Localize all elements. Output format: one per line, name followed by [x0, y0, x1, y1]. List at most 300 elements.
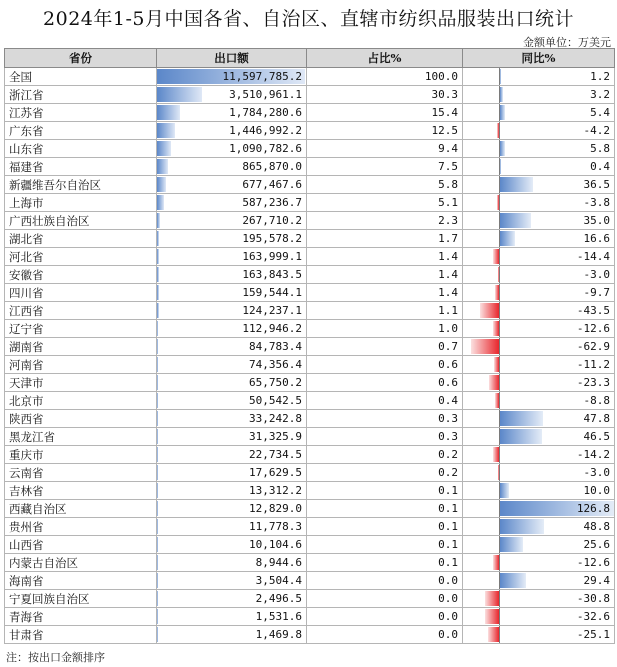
table-row — [5, 392, 615, 410]
yoy-value: -9.7 — [583, 286, 610, 299]
yoy-bar — [500, 231, 515, 246]
cell-yoy — [463, 248, 615, 266]
cell-export — [157, 518, 307, 536]
cell-yoy — [463, 374, 615, 392]
cell-province: 全国 — [5, 68, 157, 86]
yoy-value: 29.4 — [583, 574, 610, 587]
cell-export — [157, 176, 307, 194]
table-row — [5, 500, 615, 518]
yoy-zero-axis — [499, 266, 500, 283]
cell-yoy — [463, 482, 615, 500]
cell-yoy — [463, 464, 615, 482]
yoy-value: 48.8 — [583, 520, 610, 533]
yoy-zero-axis — [499, 536, 500, 553]
yoy-value: -62.9 — [576, 340, 610, 353]
yoy-zero-axis — [499, 86, 500, 103]
cell-province: 青海省 — [5, 608, 157, 626]
export-bar — [157, 465, 158, 480]
cell-province: 甘肃省 — [5, 626, 157, 644]
yoy-value: -14.4 — [576, 250, 610, 263]
cell-export — [157, 248, 307, 266]
yoy-bar — [500, 141, 505, 156]
export-value: 112,946.2 — [242, 322, 302, 335]
yoy-value: 25.6 — [583, 538, 610, 551]
export-value: 74,356.4 — [249, 358, 302, 371]
cell-export — [157, 392, 307, 410]
cell-yoy — [463, 302, 615, 320]
table-row — [5, 284, 615, 302]
cell-yoy — [463, 572, 615, 590]
table-row — [5, 104, 615, 122]
cell-province: 湖南省 — [5, 338, 157, 356]
export-value: 1,784,280.6 — [229, 106, 302, 119]
export-bar — [157, 519, 158, 534]
yoy-value: -3.8 — [583, 196, 610, 209]
cell-yoy — [463, 536, 615, 554]
table-row — [5, 464, 615, 482]
table-row — [5, 266, 615, 284]
cell-export — [157, 500, 307, 518]
cell-share: 5.1 — [307, 194, 463, 212]
yoy-bar — [480, 303, 499, 318]
cell-province: 上海市 — [5, 194, 157, 212]
table-row — [5, 68, 615, 86]
cell-share: 0.1 — [307, 518, 463, 536]
yoy-zero-axis — [499, 284, 500, 301]
table-row — [5, 410, 615, 428]
cell-share: 1.7 — [307, 230, 463, 248]
yoy-zero-axis — [499, 194, 500, 211]
cell-yoy — [463, 446, 615, 464]
export-value: 587,236.7 — [242, 196, 302, 209]
export-value: 163,843.5 — [242, 268, 302, 281]
yoy-zero-axis — [499, 590, 500, 607]
cell-yoy — [463, 176, 615, 194]
cell-yoy — [463, 140, 615, 158]
export-bar — [157, 249, 159, 264]
export-value: 11,597,785.2 — [222, 70, 302, 83]
cell-province: 浙江省 — [5, 86, 157, 104]
cell-province: 山西省 — [5, 536, 157, 554]
cell-share: 0.0 — [307, 572, 463, 590]
cell-export — [157, 428, 307, 446]
cell-yoy — [463, 194, 615, 212]
cell-export — [157, 536, 307, 554]
cell-export — [157, 86, 307, 104]
export-bar — [157, 123, 175, 138]
yoy-bar — [500, 429, 542, 444]
yoy-value: -12.6 — [576, 556, 610, 569]
cell-province: 重庆市 — [5, 446, 157, 464]
yoy-value: 5.8 — [590, 142, 610, 155]
cell-share: 0.2 — [307, 464, 463, 482]
cell-share: 0.6 — [307, 356, 463, 374]
cell-yoy — [463, 500, 615, 518]
yoy-value: 0.4 — [590, 160, 610, 173]
yoy-zero-axis — [499, 446, 500, 463]
cell-share: 0.6 — [307, 374, 463, 392]
yoy-value: -30.8 — [576, 592, 610, 605]
export-bar — [157, 591, 158, 606]
table-row — [5, 176, 615, 194]
cell-yoy — [463, 212, 615, 230]
cell-export — [157, 590, 307, 608]
cell-yoy — [463, 392, 615, 410]
cell-province: 河南省 — [5, 356, 157, 374]
yoy-zero-axis — [499, 176, 500, 193]
yoy-zero-axis — [499, 122, 500, 139]
export-value: 1,531.6 — [255, 610, 302, 623]
export-bar — [157, 159, 168, 174]
export-bar — [157, 609, 158, 624]
yoy-zero-axis — [499, 338, 500, 355]
yoy-bar — [500, 519, 544, 534]
cell-export — [157, 158, 307, 176]
cell-share: 12.5 — [307, 122, 463, 140]
yoy-zero-axis — [499, 518, 500, 535]
yoy-zero-axis — [499, 392, 500, 409]
yoy-zero-axis — [499, 374, 500, 391]
cell-share: 0.0 — [307, 590, 463, 608]
yoy-bar — [485, 591, 499, 606]
export-bar — [157, 357, 158, 372]
table-row — [5, 338, 615, 356]
table-row — [5, 554, 615, 572]
yoy-value: -12.6 — [576, 322, 610, 335]
cell-export — [157, 68, 307, 86]
table-row — [5, 86, 615, 104]
table-row — [5, 482, 615, 500]
cell-share: 0.0 — [307, 608, 463, 626]
cell-province: 吉林省 — [5, 482, 157, 500]
yoy-value: -8.8 — [583, 394, 610, 407]
cell-share: 1.4 — [307, 284, 463, 302]
table-row — [5, 320, 615, 338]
cell-export — [157, 554, 307, 572]
cell-province: 江苏省 — [5, 104, 157, 122]
export-value: 3,504.4 — [255, 574, 302, 587]
cell-export — [157, 302, 307, 320]
table-row — [5, 194, 615, 212]
yoy-value: -3.0 — [583, 268, 610, 281]
table-row — [5, 356, 615, 374]
yoy-value: -32.6 — [576, 610, 610, 623]
yoy-zero-axis — [499, 212, 500, 229]
table-row — [5, 536, 615, 554]
export-table — [4, 48, 615, 644]
cell-yoy — [463, 230, 615, 248]
export-value: 159,544.1 — [242, 286, 302, 299]
cell-export — [157, 104, 307, 122]
cell-province: 北京市 — [5, 392, 157, 410]
table-row — [5, 248, 615, 266]
export-bar — [157, 87, 202, 102]
table-row — [5, 446, 615, 464]
export-bar — [157, 627, 158, 642]
cell-province: 湖北省 — [5, 230, 157, 248]
header-share: 占比% — [307, 49, 463, 68]
yoy-bar — [500, 159, 501, 174]
cell-export — [157, 446, 307, 464]
cell-export — [157, 212, 307, 230]
cell-province: 陕西省 — [5, 410, 157, 428]
yoy-bar — [471, 339, 499, 354]
cell-export — [157, 482, 307, 500]
export-bar — [157, 447, 158, 462]
cell-export — [157, 122, 307, 140]
export-value: 17,629.5 — [249, 466, 302, 479]
export-bar — [157, 375, 158, 390]
cell-export — [157, 374, 307, 392]
yoy-zero-axis — [499, 464, 500, 481]
cell-yoy — [463, 68, 615, 86]
cell-yoy — [463, 590, 615, 608]
cell-province: 广东省 — [5, 122, 157, 140]
yoy-zero-axis — [499, 500, 500, 517]
export-value: 22,734.5 — [249, 448, 302, 461]
export-bar — [157, 321, 158, 336]
export-bar — [157, 267, 159, 282]
cell-share: 0.1 — [307, 554, 463, 572]
table-row — [5, 518, 615, 536]
yoy-value: 126.8 — [576, 502, 610, 515]
table-row — [5, 158, 615, 176]
export-bar — [157, 573, 158, 588]
cell-export — [157, 140, 307, 158]
cell-yoy — [463, 266, 615, 284]
yoy-value: -4.2 — [583, 124, 610, 137]
cell-export — [157, 194, 307, 212]
yoy-value: -43.5 — [576, 304, 610, 317]
cell-yoy — [463, 554, 615, 572]
cell-province: 黑龙江省 — [5, 428, 157, 446]
cell-province: 江西省 — [5, 302, 157, 320]
yoy-bar — [485, 609, 499, 624]
cell-province: 云南省 — [5, 464, 157, 482]
table-row — [5, 608, 615, 626]
export-bar — [157, 483, 158, 498]
export-value: 677,467.6 — [242, 178, 302, 191]
cell-yoy — [463, 518, 615, 536]
cell-share: 1.1 — [307, 302, 463, 320]
cell-province: 辽宁省 — [5, 320, 157, 338]
yoy-value: -25.1 — [576, 628, 610, 641]
export-value: 2,496.5 — [255, 592, 302, 605]
export-value: 31,325.9 — [249, 430, 302, 443]
yoy-value: 35.0 — [583, 214, 610, 227]
export-bar — [157, 195, 164, 210]
cell-share: 100.0 — [307, 68, 463, 86]
cell-share: 30.3 — [307, 86, 463, 104]
cell-share: 0.1 — [307, 536, 463, 554]
cell-yoy — [463, 428, 615, 446]
yoy-zero-axis — [499, 608, 500, 625]
cell-province: 广西壮族自治区 — [5, 212, 157, 230]
yoy-value: -3.0 — [583, 466, 610, 479]
cell-share: 5.8 — [307, 176, 463, 194]
cell-share: 0.2 — [307, 446, 463, 464]
cell-province: 四川省 — [5, 284, 157, 302]
cell-yoy — [463, 320, 615, 338]
table-row — [5, 140, 615, 158]
yoy-zero-axis — [499, 158, 500, 175]
cell-share: 0.7 — [307, 338, 463, 356]
cell-export — [157, 356, 307, 374]
yoy-value: -11.2 — [576, 358, 610, 371]
export-value: 1,469.8 — [255, 628, 302, 641]
yoy-value: -14.2 — [576, 448, 610, 461]
cell-province: 安徽省 — [5, 266, 157, 284]
cell-export — [157, 626, 307, 644]
yoy-zero-axis — [499, 410, 500, 427]
cell-share: 0.3 — [307, 428, 463, 446]
cell-export — [157, 266, 307, 284]
yoy-bar — [489, 375, 499, 390]
export-value: 33,242.8 — [249, 412, 302, 425]
yoy-zero-axis — [499, 554, 500, 571]
cell-share: 1.0 — [307, 320, 463, 338]
export-bar — [157, 411, 158, 426]
yoy-zero-axis — [499, 302, 500, 319]
cell-province: 内蒙古自治区 — [5, 554, 157, 572]
header-province: 省份 — [5, 49, 157, 68]
table-row — [5, 374, 615, 392]
cell-share: 1.4 — [307, 248, 463, 266]
yoy-bar — [488, 627, 499, 642]
export-bar — [157, 105, 180, 120]
table-row — [5, 302, 615, 320]
yoy-zero-axis — [499, 356, 500, 373]
cell-yoy — [463, 104, 615, 122]
yoy-value: 5.4 — [590, 106, 610, 119]
cell-province: 天津市 — [5, 374, 157, 392]
header-row — [5, 49, 615, 68]
cell-share: 9.4 — [307, 140, 463, 158]
cell-province: 福建省 — [5, 158, 157, 176]
yoy-zero-axis — [499, 428, 500, 445]
table-body — [5, 68, 615, 644]
yoy-value: 3.2 — [590, 88, 610, 101]
cell-province: 海南省 — [5, 572, 157, 590]
table-row — [5, 230, 615, 248]
export-value: 163,999.1 — [242, 250, 302, 263]
cell-export — [157, 410, 307, 428]
yoy-zero-axis — [499, 68, 500, 85]
cell-province: 贵州省 — [5, 518, 157, 536]
cell-export — [157, 464, 307, 482]
cell-yoy — [463, 410, 615, 428]
yoy-bar — [500, 411, 543, 426]
yoy-bar — [500, 537, 523, 552]
cell-export — [157, 230, 307, 248]
header-yoy: 同比% — [463, 49, 615, 68]
cell-yoy — [463, 284, 615, 302]
cell-yoy — [463, 626, 615, 644]
export-value: 195,578.2 — [242, 232, 302, 245]
yoy-bar — [500, 573, 526, 588]
yoy-zero-axis — [499, 626, 500, 643]
export-value: 10,104.6 — [249, 538, 302, 551]
export-value: 3,510,961.1 — [229, 88, 302, 101]
table-row — [5, 122, 615, 140]
yoy-zero-axis — [499, 248, 500, 265]
export-bar — [157, 393, 158, 408]
export-bar — [157, 231, 159, 246]
yoy-value: 47.8 — [583, 412, 610, 425]
export-value: 11,778.3 — [249, 520, 302, 533]
export-bar — [157, 429, 158, 444]
yoy-bar — [500, 69, 501, 84]
export-bar — [157, 141, 171, 156]
export-bar — [157, 537, 158, 552]
export-bar — [157, 555, 158, 570]
cell-export — [157, 608, 307, 626]
cell-share: 2.3 — [307, 212, 463, 230]
export-value: 267,710.2 — [242, 214, 302, 227]
yoy-bar — [500, 483, 509, 498]
export-bar — [157, 285, 159, 300]
cell-share: 7.5 — [307, 158, 463, 176]
yoy-zero-axis — [499, 482, 500, 499]
yoy-bar — [500, 213, 531, 228]
header-export: 出口额 — [157, 49, 307, 68]
export-bar — [157, 177, 166, 192]
page-title: 2024年1-5月中国各省、自治区、直辖市纺织品服装出口统计 — [43, 8, 574, 30]
yoy-value: 36.5 — [583, 178, 610, 191]
cell-province: 新疆维吾尔自治区 — [5, 176, 157, 194]
export-bar — [157, 339, 158, 354]
yoy-bar — [500, 177, 533, 192]
table-row — [5, 590, 615, 608]
yoy-value: 1.2 — [590, 70, 610, 83]
export-bar — [157, 501, 158, 516]
cell-province: 河北省 — [5, 248, 157, 266]
table-row — [5, 572, 615, 590]
yoy-zero-axis — [499, 230, 500, 247]
export-value: 65,750.2 — [249, 376, 302, 389]
cell-export — [157, 320, 307, 338]
export-value: 84,783.4 — [249, 340, 302, 353]
yoy-zero-axis — [499, 140, 500, 157]
cell-yoy — [463, 158, 615, 176]
cell-share: 0.3 — [307, 410, 463, 428]
cell-share: 15.4 — [307, 104, 463, 122]
yoy-bar — [500, 105, 505, 120]
table-row — [5, 428, 615, 446]
unit-label: 金额单位：万美元 — [523, 36, 611, 49]
yoy-zero-axis — [499, 320, 500, 337]
yoy-value: 16.6 — [583, 232, 610, 245]
cell-province: 西藏自治区 — [5, 500, 157, 518]
export-value: 50,542.5 — [249, 394, 302, 407]
cell-share: 0.1 — [307, 482, 463, 500]
cell-yoy — [463, 338, 615, 356]
cell-export — [157, 572, 307, 590]
cell-yoy — [463, 122, 615, 140]
yoy-value: 46.5 — [583, 430, 610, 443]
cell-yoy — [463, 356, 615, 374]
cell-share: 0.1 — [307, 500, 463, 518]
export-bar — [157, 303, 159, 318]
yoy-value: 10.0 — [583, 484, 610, 497]
export-value: 1,446,992.2 — [229, 124, 302, 137]
export-bar — [157, 213, 160, 228]
export-value: 124,237.1 — [242, 304, 302, 317]
yoy-value: -23.3 — [576, 376, 610, 389]
cell-share: 1.4 — [307, 266, 463, 284]
cell-export — [157, 338, 307, 356]
yoy-zero-axis — [499, 572, 500, 589]
